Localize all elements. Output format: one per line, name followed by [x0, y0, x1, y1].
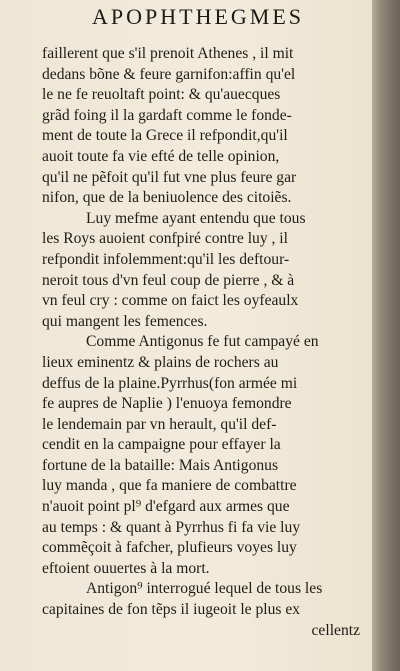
- page-body: [42, 44, 372, 641]
- text-line: qu'il ne pẽfoit qu'il fut vne plus feure gar: [42, 168, 297, 186]
- text-line: nifon, que de la beniuolence des citoiẽs.: [42, 189, 292, 207]
- text-line: qui mangent les femences.: [42, 312, 208, 330]
- text-line: faillerent que s'il prenoit Athenes , il mit: [42, 45, 294, 62]
- text-line: deffus de la plaine.Pyrrhus(fon armée mi: [42, 374, 298, 392]
- paragraph-start-line: Comme Antigonus fe fut campayé en: [86, 333, 319, 351]
- text-line: auoit toute fa vie efté de telle opinion,: [42, 147, 280, 165]
- text-line: au temps : & quant à Pyrrhus fi fa vie luy: [42, 518, 301, 536]
- book-gutter: [372, 0, 400, 671]
- text-line: dedans bõne & feure garnifon:affin qu'el: [42, 65, 296, 83]
- text-line: cendit en la campaigne pour effayer la: [42, 436, 281, 454]
- text-line: vn feul cry : comme on faict les oyfeaulx: [42, 292, 299, 310]
- text-line: le lendemain par vn herault, qu'il def-: [42, 415, 277, 433]
- text-line: fe aupres de Naplie ) l'enuoya femondre: [42, 395, 292, 413]
- text-line: ment de toute la Grece il refpondit,qu'il: [42, 127, 288, 145]
- text-line: fortune de la bataille: Mais Antigonus: [42, 456, 279, 474]
- text-line: les Roys auoient confpiré contre luy , il: [42, 230, 288, 248]
- running-header: APOPHTHEGMES: [92, 4, 305, 29]
- text-line: grãd foing il la gardaft comme le fonde-: [42, 106, 292, 124]
- text-line: commẽçoit à fafcher, plufieurs voyes luy: [42, 539, 297, 557]
- text-line: luy manda , que fa maniere de combattre: [42, 477, 297, 495]
- paragraph-start-line: Antigon⁹ interrogué lequel de tous les: [86, 580, 323, 598]
- text-line: eftoient ouuertes à la mort.: [42, 559, 210, 577]
- text-line: n'auoit point pl⁹ d'efgard aux armes que: [42, 498, 290, 516]
- catchword: cellentz: [311, 621, 360, 639]
- text-line: neroit tous d'vn feul coup de pierre , & à: [42, 271, 295, 289]
- text-line: lieux eminentz & plains de rochers au: [42, 353, 279, 371]
- text-line: refpondit infolemment:qu'il les deftour-: [42, 250, 290, 268]
- paragraph-start-line: Luy mefme ayant entendu que tous: [86, 209, 306, 227]
- text-line: capitaines de fon tẽps il iugeoit le plus ex: [42, 601, 301, 619]
- text-line: le ne fe reuoltaft point: & qu'auecques: [42, 86, 281, 104]
